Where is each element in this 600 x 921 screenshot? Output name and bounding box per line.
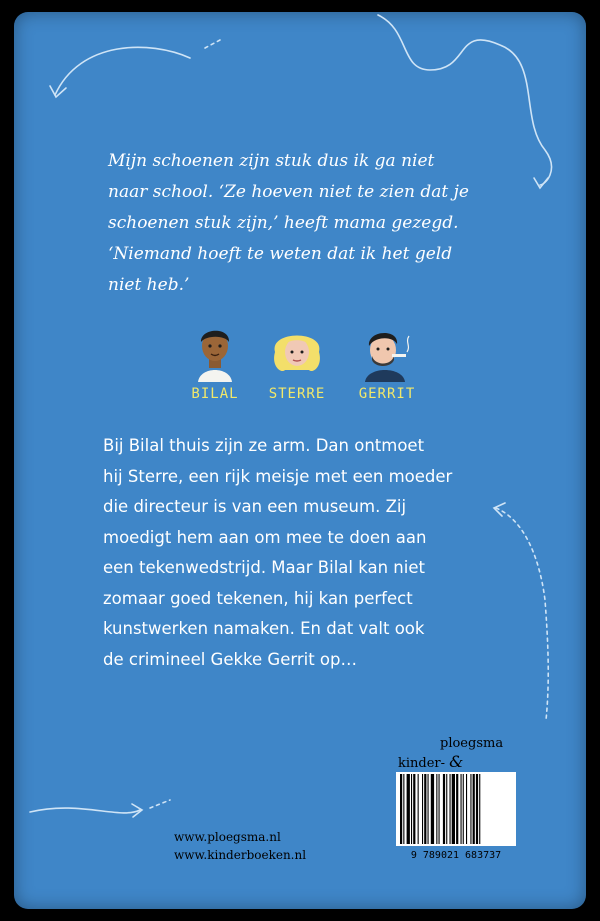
blurb-text (103, 431, 513, 675)
barcode-bar (463, 774, 464, 844)
barcode-bar (400, 774, 402, 844)
character-name: STERRE (268, 386, 326, 402)
character-name: GERRIT (358, 386, 416, 402)
quote-line: naar school. ‘Ze hoeven niet te zien dat je (108, 182, 469, 202)
blurb-line: die directeur is van een museum. Zij (103, 497, 407, 516)
character-bilal (180, 322, 250, 402)
barcode-bar (450, 774, 451, 844)
barcode-bar (428, 774, 429, 844)
barcode-bar (446, 774, 447, 844)
barcode-bar (443, 774, 445, 844)
barcode-bar (436, 774, 437, 844)
barcode-bar (452, 774, 455, 844)
blurb-line: de crimineel Gekke Gerrit op… (103, 649, 357, 669)
barcode-bar (418, 774, 419, 844)
quote-line: Mijn schoenen zijn stuk dus ik ga niet (108, 151, 435, 171)
blurb-line: een tekenwedstrijd. Maar Bilal kan niet (103, 558, 425, 577)
blurb-line: kunstwerken namaken. En dat valt ook (103, 619, 425, 638)
barcode-bar (476, 774, 478, 844)
character-name: BILAL (191, 386, 239, 402)
website-links (174, 828, 306, 864)
barcode-bar (461, 774, 462, 844)
barcode-bar (413, 774, 415, 844)
quote-line: niet heb.’ (108, 275, 190, 295)
blurb-line: zomaar goed tekenen, hij kan perfect (103, 588, 413, 608)
barcode (396, 772, 516, 846)
quote-line: schoenen stuk zijn,’ heeft mama gezegd. (108, 213, 459, 233)
blurb-line: hij Sterre, een rijk meisje met een moeder (103, 466, 453, 486)
barcode-bar (407, 774, 410, 844)
barcode-bar (424, 774, 426, 844)
barcode-bar (411, 774, 412, 844)
barcode-bar (431, 774, 434, 844)
blurb-line: Bij Bilal thuis zijn ze arm. Dan ontmoet (103, 436, 425, 455)
barcode-bar (479, 774, 480, 844)
url-kinderboeken: www.kinderboeken.nl (174, 848, 307, 862)
imprint-left: kinder- (398, 756, 446, 771)
blurb-line: moedigt hem aan om mee te doen aan (103, 527, 427, 547)
url-ploegsma: www.ploegsma.nl (174, 830, 281, 844)
publisher-name: ploegsma (440, 736, 504, 751)
gerrit-portrait-icon (359, 322, 415, 382)
sterre-portrait-icon (269, 322, 325, 382)
barcode-bar (473, 774, 475, 844)
barcode-bar (403, 774, 404, 844)
quote-line: ‘Niemand hoeft te weten dat ik het geld (108, 244, 453, 264)
barcode-bar (422, 774, 423, 844)
barcode-bar (456, 774, 458, 844)
barcode-bar (439, 774, 440, 844)
ampersand: & (449, 752, 464, 771)
barcode-bar (466, 774, 467, 844)
barcode-bar (470, 774, 471, 844)
bilal-portrait-icon (190, 322, 240, 382)
character-gerrit (352, 322, 422, 402)
character-sterre (262, 322, 332, 402)
quote-text (108, 146, 508, 301)
isbn-number: 9 789021 683737 (410, 850, 502, 861)
character-lineup (180, 322, 430, 412)
